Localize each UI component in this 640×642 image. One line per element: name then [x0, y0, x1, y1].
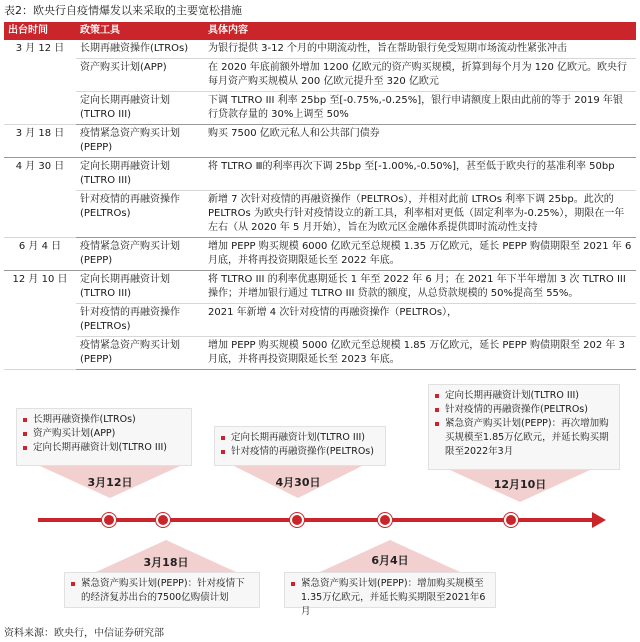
event-box-apr30 — [214, 426, 386, 466]
row-tool: 疫情紧急资产购买计划(PEPP) — [76, 125, 204, 158]
row-tool: 定向长期再融资计划(TLTRO III) — [76, 158, 204, 191]
event-box-mar12 — [16, 408, 192, 466]
table-row — [4, 191, 636, 238]
event-item: 紧急资产购买计划(PEPP)：针对疫情下的经济复苏出台的7500亿购债计划 — [71, 577, 253, 605]
row-tool: 疫情紧急资产购买计划(PEPP) — [76, 238, 204, 271]
table-row — [4, 158, 636, 191]
table-caption: 表2：欧央行自疫情爆发以来采取的主要宽松措施 — [4, 4, 242, 17]
timeline-dot-jun4 — [378, 513, 392, 527]
row-date: 3 月 18 日 — [4, 125, 76, 158]
timeline-dot-mar12 — [102, 513, 116, 527]
row-content: 增加 PEPP 购买规模 6000 亿欧元至总规模 1.35 万亿欧元，延长 PEPP 购债期限至 2021 年 6 月底，并将再投资期限延长至 2022 年底。 — [204, 238, 636, 271]
date-label-mar12: 3月12日 — [87, 476, 133, 489]
timeline-dot-mar18 — [156, 513, 170, 527]
event-item: 定向长期再融资计划(TLTRO III) — [435, 389, 613, 403]
table-row — [4, 304, 636, 337]
event-box-mar18 — [64, 572, 260, 608]
policy-table — [4, 22, 636, 370]
table-row — [4, 337, 636, 370]
row-tool: 针对疫情的再融资操作(PELTROs) — [76, 191, 204, 238]
event-item: 定向长期再融资计划(TLTRO III) — [221, 431, 379, 445]
row-content: 2021 年新增 4 次针对疫情的再融资操作（PELTROs）， — [204, 304, 636, 337]
table-row — [4, 59, 636, 92]
table-row — [4, 238, 636, 271]
row-content: 在 2020 年底前额外增加 1200 亿欧元的资产购买规模，折算到每个月为 120 亿欧元。欧央行每月资产购买规模从 200 亿欧元提升至 320 亿欧元 — [204, 59, 636, 92]
row-content: 下调 TLTRO III 利率 25bp 至[-0.75%,-0.25%]，银行申请额度上限由此前的等于 2019 年银行贷款存量的 30%上调至 50% — [204, 92, 636, 125]
table-header-row — [4, 22, 636, 40]
row-tool: 定向长期再融资计划(TLTRO III) — [76, 92, 204, 125]
table-row — [4, 271, 636, 304]
event-box-dec10 — [428, 384, 620, 470]
row-tool: 长期再融资操作(LTROs) — [76, 40, 204, 59]
row-content: 新增 7 次针对疫情的再融资操作（PELTROs），并相对此前 LTROs 利率下调 25bp。此次的 PELTROs 为欧央行针对疫情设立的新工具，利率相对更低（固定利率为-0.25%），期限在一年左右（从 2020 年 5 月开始），旨在为欧元区金融体系提供即时流动性支持 — [204, 191, 636, 238]
row-content: 将 TLTRO III 的利率优惠期延长 1 年至 2022 年 6 月；在 2021 年下半年增加 3 次 TLTRO III 操作；并增加银行通过 TLTRO III 贷款的额度，从总贷款规模的 50%提高至 55%。 — [204, 271, 636, 304]
table-row — [4, 92, 636, 125]
row-tool: 疫情紧急资产购买计划(PEPP) — [76, 337, 204, 370]
date-label-jun4: 6月4日 — [371, 554, 409, 567]
timeline-dot-apr30 — [290, 513, 304, 527]
row-content: 增加 PEPP 购买规模 5000 亿欧元至总规模 1.85 万亿欧元，延长 PEPP 购债期限至 202 年 3 月底，并将再投资期限延长至 2023 年底。 — [204, 337, 636, 370]
event-box-jun4 — [284, 572, 496, 617]
event-item: 紧急资产购买计划(PEPP)：增加购买规模至1.35万亿欧元，并延长购买期限至2021年6月 — [291, 577, 489, 619]
event-item: 针对疫情的再融资操作(PELTROs) — [435, 403, 613, 417]
row-date: 12 月 10 日 — [4, 271, 76, 370]
event-item: 资产购买计划(APP) — [23, 427, 185, 441]
row-content: 购买 7500 亿欧元私人和公共部门债券 — [204, 125, 636, 158]
timeline-axis-arrow — [592, 512, 606, 528]
row-date: 3 月 12 日 — [4, 40, 76, 125]
table-row — [4, 125, 636, 158]
table-row — [4, 40, 636, 59]
header-tool: 政策工具 — [76, 22, 204, 40]
date-label-mar18: 3月18日 — [143, 556, 189, 569]
row-content: 将 TLTRO Ⅲ的利率再次下调 25bp 至[-1.00%,-0.50%]，甚至低于欧央行的基准利率 50bp — [204, 158, 636, 191]
date-label-dec10: 12月10日 — [493, 478, 547, 491]
header-date: 出台时间 — [4, 22, 76, 40]
event-item: 长期再融资操作(LTROs) — [23, 413, 185, 427]
event-item: 针对疫情的再融资操作(PELTROs) — [221, 445, 379, 459]
row-tool: 定向长期再融资计划(TLTRO III) — [76, 271, 204, 304]
row-date: 4 月 30 日 — [4, 158, 76, 238]
event-item: 定向长期再融资计划(TLTRO III) — [23, 441, 185, 455]
row-content: 为银行提供 3-12 个月的中期流动性，旨在帮助银行免受短期市场流动性紧张冲击 — [204, 40, 636, 59]
timeline-dot-dec10 — [504, 513, 518, 527]
row-date: 6 月 4 日 — [4, 238, 76, 271]
source-note: 资料来源：欧央行，中信证券研究部 — [4, 628, 164, 639]
date-label-apr30: 4月30日 — [275, 476, 321, 489]
row-tool: 资产购买计划(APP) — [76, 59, 204, 92]
header-content: 具体内容 — [204, 22, 636, 40]
row-tool: 针对疫情的再融资操作(PELTROs) — [76, 304, 204, 337]
event-item: 紧急资产购买计划(PEPP)：再次增加购买规模至1.85万亿欧元，并延长购买期限至2022年3月 — [435, 417, 613, 459]
